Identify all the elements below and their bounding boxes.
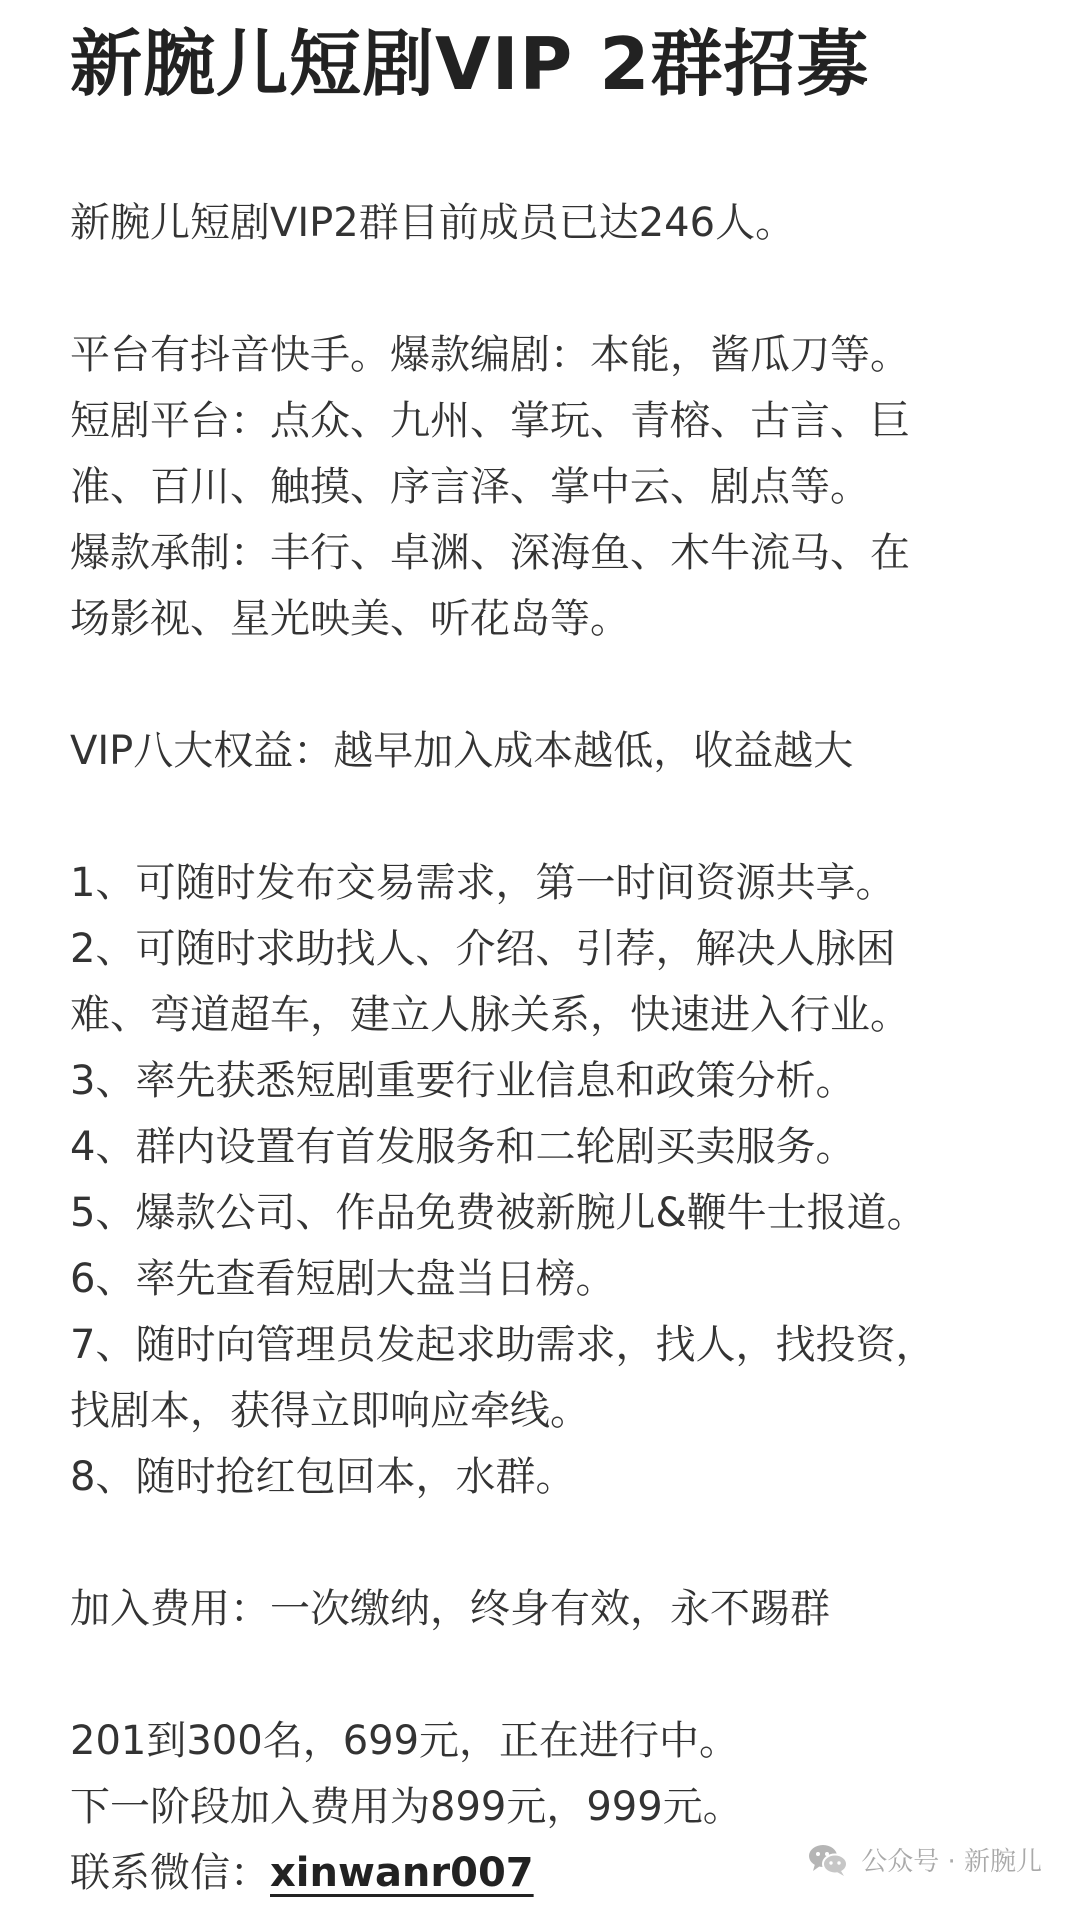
article-body (70, 190, 1010, 1906)
benefits-heading: VIP八大权益：越早加入成本越低，收益越大 (70, 728, 854, 774)
platform-line: 平台有抖音快手。爆款编剧：本能，酱瓜刀等。 (70, 332, 910, 378)
benefit-line: 7、随时向管理员发起求助需求，找人，找投资， (70, 1322, 936, 1368)
benefit-line: 5、爆款公司、作品免费被新腕儿&鞭牛士报道。 (70, 1190, 927, 1236)
platform-line: 爆款承制：丰行、卓渊、深海鱼、木牛流马、在 (70, 530, 910, 576)
benefit-line: 8、随时抢红包回本，水群。 (70, 1454, 576, 1500)
benefit-line: 2、可随时求助找人、介绍、引荐，解决人脉困 (70, 926, 896, 972)
platform-line: 短剧平台：点众、九州、掌玩、青榕、古言、巨 (70, 398, 910, 444)
platform-line: 场影视、星光映美、听花岛等。 (70, 596, 630, 642)
page-title: 新腕儿短剧VIP 2群招募 (70, 22, 870, 106)
watermark-text: 公众号 · 新腕儿 (861, 1847, 1042, 1877)
wechat-id[interactable]: xinwanr007 (270, 1850, 534, 1896)
benefit-line: 4、群内设置有首发服务和二轮剧买卖服务。 (70, 1124, 856, 1170)
platform-line: 准、百川、触摸、序言泽、掌中云、剧点等。 (70, 464, 870, 510)
benefit-line: 1、可随时发布交易需求，第一时间资源共享。 (70, 860, 896, 906)
fee-heading: 加入费用：一次缴纳，终身有效，永不踢群 (70, 1586, 830, 1632)
benefit-line: 3、率先获悉短剧重要行业信息和政策分析。 (70, 1058, 856, 1104)
benefit-line: 6、率先查看短剧大盘当日榜。 (70, 1256, 616, 1302)
benefit-line: 找剧本，获得立即响应牵线。 (70, 1388, 590, 1434)
price-line: 201到300名，699元，正在进行中。 (70, 1718, 740, 1764)
benefit-line: 难、弯道超车，建立人脉关系，快速进入行业。 (70, 992, 910, 1038)
intro-text: 新腕儿短剧VIP2群目前成员已达246人。 (70, 200, 796, 246)
watermark (807, 1841, 1042, 1878)
contact-label: 联系微信： (70, 1850, 270, 1896)
price-line: 下一阶段加入费用为899元，999元。 (70, 1784, 743, 1830)
wechat-icon (807, 1842, 849, 1878)
